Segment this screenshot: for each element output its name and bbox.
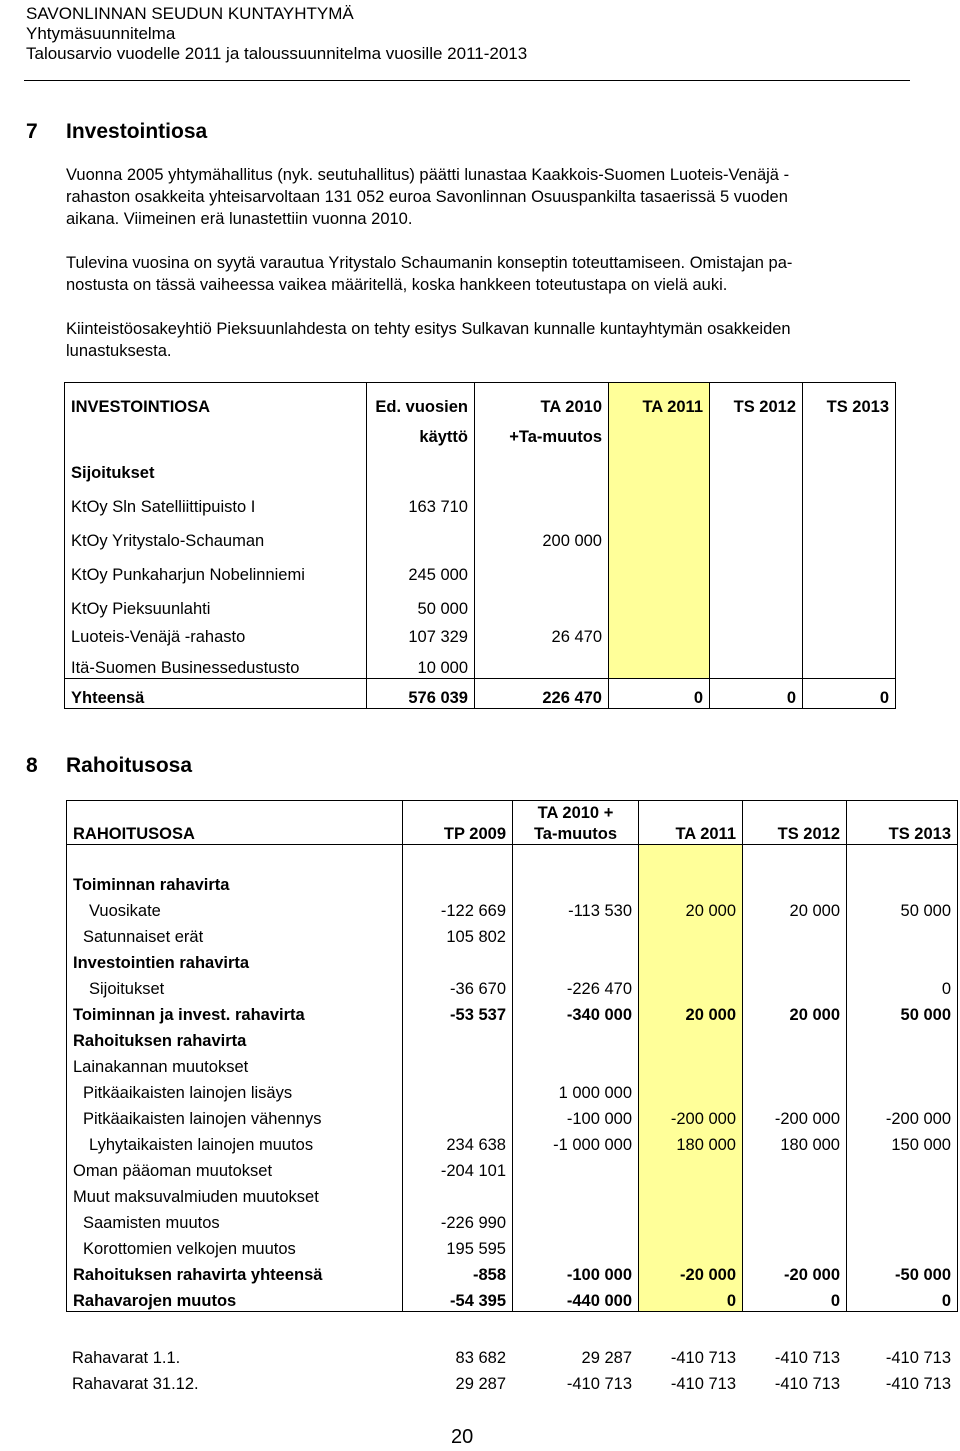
value-cell	[639, 1025, 743, 1051]
table-row	[65, 647, 896, 679]
table-row	[67, 1259, 958, 1285]
value-cell	[513, 1233, 639, 1259]
empty-cell	[743, 845, 847, 870]
budget-title: Talousarvio vuodelle 2011 ja taloussuunnitelma vuosille 2011-2013	[26, 44, 528, 63]
column-header: TA 2010	[475, 383, 609, 417]
value-cell: -410 713	[774, 1349, 840, 1367]
header-rule	[24, 80, 910, 81]
value-cell: -100 000	[513, 1259, 639, 1285]
value-cell: 163 710	[367, 483, 475, 517]
value-cell	[710, 551, 803, 585]
value-cell	[609, 647, 710, 679]
empty-cell	[847, 845, 958, 870]
value-cell	[609, 585, 710, 619]
value-cell	[847, 1025, 958, 1051]
value-cell	[513, 1155, 639, 1181]
table-row	[67, 1051, 958, 1077]
row-label: KtOy Sln Satelliittipuisto I	[65, 483, 367, 517]
total-value: 0	[710, 679, 803, 709]
value-cell	[639, 1077, 743, 1103]
table-row	[67, 1129, 958, 1155]
section-8-number: 8	[26, 754, 38, 777]
value-cell	[639, 947, 743, 973]
value-cell: -858	[403, 1259, 513, 1285]
value-cell: -226 470	[513, 973, 639, 999]
plan-name: Yhtymäsuunnitelma	[26, 24, 176, 43]
row-label: Itä-Suomen Businessedustusto	[65, 647, 367, 679]
value-cell: 195 595	[403, 1233, 513, 1259]
value-cell: -440 000	[513, 1285, 639, 1311]
value-cell	[403, 1103, 513, 1129]
value-cell	[367, 517, 475, 551]
row-label: Vuosikate	[67, 895, 403, 921]
value-cell: -410 713	[774, 1375, 840, 1393]
value-cell: 83 682	[455, 1349, 506, 1367]
column-header: Ta-muutos	[513, 823, 639, 845]
row-label: Muut maksuvalmiuden muutokset	[67, 1181, 403, 1207]
value-cell	[743, 1181, 847, 1207]
value-cell: 180 000	[743, 1129, 847, 1155]
value-cell: -200 000	[639, 1103, 743, 1129]
value-cell: -1 000 000	[513, 1129, 639, 1155]
total-value: 0	[803, 679, 896, 709]
value-cell: -410 713	[885, 1375, 951, 1393]
column-header: TA 2010 +	[513, 801, 639, 823]
column-header	[639, 801, 743, 823]
table-row	[65, 619, 896, 647]
value-cell: -113 530	[513, 895, 639, 921]
value-cell: 0	[639, 1285, 743, 1311]
value-cell	[710, 483, 803, 517]
value-cell: -100 000	[513, 1103, 639, 1129]
value-cell: 50 000	[847, 999, 958, 1025]
value-cell	[639, 1051, 743, 1077]
column-header: +Ta-muutos	[475, 417, 609, 447]
empty-cell	[367, 447, 475, 483]
value-cell	[710, 647, 803, 679]
value-cell: 200 000	[475, 517, 609, 551]
row-label: KtOy Yritystalo-Schauman	[65, 517, 367, 551]
value-cell	[403, 1025, 513, 1051]
value-cell	[743, 869, 847, 895]
value-cell	[639, 1155, 743, 1181]
value-cell: 1 000 000	[513, 1077, 639, 1103]
row-label: Toiminnan ja invest. rahavirta	[67, 999, 403, 1025]
value-cell	[847, 1233, 958, 1259]
empty-cell	[67, 845, 403, 870]
paragraph-2-line-1: Tulevina vuosina on syytä varautua Yritystalo Schaumanin konseptin toteuttamiseen. Omistajan pa-	[66, 254, 793, 272]
value-cell	[639, 1233, 743, 1259]
value-cell: -20 000	[743, 1259, 847, 1285]
value-cell	[639, 1207, 743, 1233]
value-cell	[847, 1077, 958, 1103]
value-cell	[847, 1207, 958, 1233]
value-cell: -410 713	[885, 1349, 951, 1367]
value-cell	[609, 551, 710, 585]
table-row	[67, 1207, 958, 1233]
total-value: 576 039	[367, 679, 475, 709]
value-cell	[743, 1155, 847, 1181]
table-row	[65, 383, 896, 417]
value-cell	[803, 551, 896, 585]
value-cell: 26 470	[475, 619, 609, 647]
value-cell	[710, 585, 803, 619]
value-cell	[403, 1077, 513, 1103]
table-row	[65, 585, 896, 619]
value-cell: 0	[847, 1285, 958, 1311]
page-number: 20	[451, 1426, 474, 1448]
paragraph-1-line-1: Vuonna 2005 yhtymähallitus (nyk. seutuhallitus) päätti lunastaa Kaakkois-Suomen Luoteis-Venäjä -	[66, 166, 790, 184]
row-label: Lyhytaikaisten lainojen muutos	[67, 1129, 403, 1155]
value-cell	[513, 1025, 639, 1051]
value-cell: 50 000	[367, 585, 475, 619]
value-cell	[803, 517, 896, 551]
value-cell	[743, 921, 847, 947]
value-cell: -50 000	[847, 1259, 958, 1285]
paragraph-3-line-2: lunastuksesta.	[66, 342, 172, 360]
value-cell	[743, 1025, 847, 1051]
table-row	[67, 947, 958, 973]
table-row	[65, 417, 896, 447]
value-cell	[743, 1207, 847, 1233]
value-cell	[639, 921, 743, 947]
value-cell	[847, 921, 958, 947]
row-label: Saamisten muutos	[67, 1207, 403, 1233]
table-row	[67, 1285, 958, 1311]
value-cell	[609, 619, 710, 647]
table-title: INVESTOINTIOSA	[65, 383, 367, 417]
value-cell	[743, 1051, 847, 1077]
value-cell: 105 802	[403, 921, 513, 947]
value-cell	[847, 947, 958, 973]
value-cell: -200 000	[847, 1103, 958, 1129]
row-label: Rahoituksen rahavirta	[67, 1025, 403, 1051]
column-header: Ed. vuosien	[367, 383, 475, 417]
value-cell: -410 713	[670, 1375, 736, 1393]
column-header: TS 2013	[847, 823, 958, 845]
value-cell: -410 713	[670, 1349, 736, 1367]
section-7-title: Investointiosa	[66, 120, 208, 143]
financing-table	[66, 800, 958, 1312]
table-row	[65, 551, 896, 585]
row-label: Korottomien velkojen muutos	[67, 1233, 403, 1259]
value-cell	[710, 619, 803, 647]
table-row	[67, 1025, 958, 1051]
value-cell	[403, 869, 513, 895]
table-row	[65, 483, 896, 517]
table-row	[67, 1155, 958, 1181]
row-label: Investointien rahavirta	[67, 947, 403, 973]
row-label: Pitkäaikaisten lainojen vähennys	[67, 1103, 403, 1129]
value-cell	[847, 1181, 958, 1207]
table-row	[67, 801, 958, 823]
table-row	[67, 973, 958, 999]
row-label: Oman pääoman muutokset	[67, 1155, 403, 1181]
column-header	[847, 801, 958, 823]
paragraph-1-line-2: rahaston osakkeita yhteisarvoltaan 131 052 euroa Savonlinnan Osuuspankilta tasaerissä 5 vuoden	[66, 188, 788, 206]
value-cell	[609, 483, 710, 517]
value-cell	[743, 1233, 847, 1259]
table-row	[65, 517, 896, 551]
value-cell	[743, 947, 847, 973]
column-header	[403, 801, 513, 823]
empty-cell	[475, 447, 609, 483]
row-label: KtOy Punkaharjun Nobelinniemi	[65, 551, 367, 585]
table-row	[67, 869, 958, 895]
table-row	[67, 845, 958, 870]
value-cell	[743, 1077, 847, 1103]
row-label: Rahavarojen muutos	[67, 1285, 403, 1311]
table-row	[67, 1077, 958, 1103]
value-cell	[513, 1207, 639, 1233]
value-cell: 180 000	[639, 1129, 743, 1155]
row-label: Toiminnan rahavirta	[67, 869, 403, 895]
value-cell: 10 000	[367, 647, 475, 679]
value-cell	[803, 483, 896, 517]
value-cell: 0	[743, 1285, 847, 1311]
value-cell	[513, 1181, 639, 1207]
value-cell	[475, 551, 609, 585]
table-row	[67, 999, 958, 1025]
column-header	[65, 417, 367, 447]
value-cell	[803, 647, 896, 679]
table-row	[66, 1368, 957, 1394]
row-label: Sijoitukset	[67, 973, 403, 999]
value-cell: 20 000	[743, 999, 847, 1025]
group-label: Sijoitukset	[65, 447, 367, 483]
value-cell	[403, 1181, 513, 1207]
value-cell	[639, 869, 743, 895]
value-cell	[803, 585, 896, 619]
empty-cell	[403, 845, 513, 870]
total-value: 226 470	[475, 679, 609, 709]
table-row	[67, 1103, 958, 1129]
table-row	[66, 1342, 957, 1368]
value-cell: -122 669	[403, 895, 513, 921]
value-cell	[847, 869, 958, 895]
column-header	[710, 417, 803, 447]
table-row	[67, 895, 958, 921]
paragraph-2-line-2: nostusta on tässä vaiheessa vaikea määritellä, koska hankkeen toteutustapa on vielä auki.	[66, 276, 728, 294]
value-cell: 29 287	[455, 1375, 506, 1393]
value-cell	[513, 947, 639, 973]
table-row	[67, 1181, 958, 1207]
investment-table	[64, 382, 896, 709]
value-cell: 29 287	[581, 1349, 632, 1367]
value-cell: 20 000	[639, 999, 743, 1025]
value-cell: -340 000	[513, 999, 639, 1025]
row-label: Rahavarat 1.1.	[72, 1349, 181, 1367]
value-cell: -53 537	[403, 999, 513, 1025]
row-label: Lainakannan muutokset	[67, 1051, 403, 1077]
value-cell: 0	[847, 973, 958, 999]
column-header: TA 2011	[609, 383, 710, 417]
row-label: Satunnaiset erät	[67, 921, 403, 947]
value-cell: 245 000	[367, 551, 475, 585]
value-cell: -200 000	[743, 1103, 847, 1129]
column-header: TP 2009	[403, 823, 513, 845]
value-cell: 20 000	[639, 895, 743, 921]
section-7-number: 7	[26, 120, 38, 143]
column-header: TS 2012	[743, 823, 847, 845]
table-row	[67, 823, 958, 845]
value-cell: 234 638	[403, 1129, 513, 1155]
column-header	[67, 801, 403, 823]
row-label: KtOy Pieksuunlahti	[65, 585, 367, 619]
org-name: SAVONLINNAN SEUDUN KUNTAYHTYMÄ	[26, 4, 354, 23]
table-row	[67, 1233, 958, 1259]
value-cell	[475, 483, 609, 517]
value-cell	[639, 1181, 743, 1207]
section-8-title: Rahoitusosa	[66, 754, 193, 777]
value-cell: 107 329	[367, 619, 475, 647]
empty-cell	[609, 447, 710, 483]
column-header	[609, 417, 710, 447]
value-cell: -226 990	[403, 1207, 513, 1233]
value-cell	[743, 973, 847, 999]
column-header: TA 2011	[639, 823, 743, 845]
value-cell	[513, 921, 639, 947]
row-label: Rahavarat 31.12.	[72, 1375, 199, 1393]
total-value: 0	[609, 679, 710, 709]
value-cell	[513, 869, 639, 895]
value-cell	[803, 619, 896, 647]
column-header: TS 2013	[803, 383, 896, 417]
value-cell: -20 000	[639, 1259, 743, 1285]
value-cell: 150 000	[847, 1129, 958, 1155]
empty-cell	[803, 447, 896, 483]
value-cell: 20 000	[743, 895, 847, 921]
table-row	[65, 447, 896, 483]
value-cell: 50 000	[847, 895, 958, 921]
value-cell	[475, 647, 609, 679]
value-cell: -36 670	[403, 973, 513, 999]
column-header: käyttö	[367, 417, 475, 447]
table-row	[67, 921, 958, 947]
row-label: Luoteis-Venäjä -rahasto	[65, 619, 367, 647]
empty-cell	[639, 845, 743, 870]
value-cell: -204 101	[403, 1155, 513, 1181]
cash-table	[66, 1342, 957, 1394]
column-header: TS 2012	[710, 383, 803, 417]
value-cell	[847, 1051, 958, 1077]
value-cell	[639, 973, 743, 999]
value-cell	[609, 517, 710, 551]
total-label: Yhteensä	[65, 679, 367, 709]
paragraph-1-line-3: aikana. Viimeinen erä lunastettiin vuonna 2010.	[66, 210, 413, 228]
empty-cell	[710, 447, 803, 483]
value-cell	[475, 585, 609, 619]
column-header	[743, 801, 847, 823]
table-row	[65, 679, 896, 709]
value-cell: -54 395	[403, 1285, 513, 1311]
value-cell	[403, 1051, 513, 1077]
row-label: Pitkäaikaisten lainojen lisäys	[67, 1077, 403, 1103]
column-header	[803, 417, 896, 447]
value-cell	[513, 1051, 639, 1077]
value-cell	[710, 517, 803, 551]
paragraph-3-line-1: Kiinteistöosakeyhtiö Pieksuunlahdesta on tehty esitys Sulkavan kunnalle kuntayhtymän osakkeiden	[66, 320, 791, 338]
empty-cell	[513, 845, 639, 870]
value-cell	[403, 947, 513, 973]
row-label: Rahoituksen rahavirta yhteensä	[67, 1259, 403, 1285]
table-title: RAHOITUSOSA	[67, 823, 403, 845]
value-cell: -410 713	[566, 1375, 632, 1393]
value-cell	[847, 1155, 958, 1181]
